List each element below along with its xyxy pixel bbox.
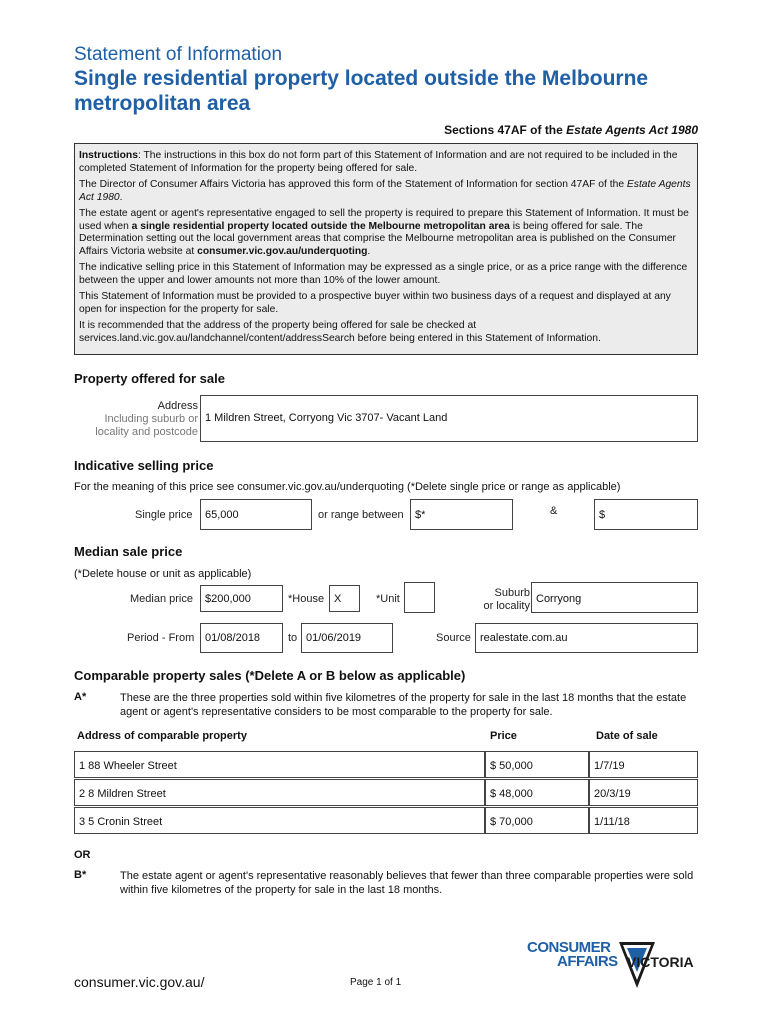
or-label: OR bbox=[74, 849, 91, 861]
consumer-affairs-victoria-logo bbox=[527, 938, 707, 988]
option-a-text: These are the three properties sold within five kilometres of the property for sale in the last 18 months that the estate agent or agent's representative considers to be most comparable to the property for sale. bbox=[120, 692, 687, 718]
unit-field[interactable] bbox=[404, 582, 435, 613]
suburb-label: Suburb or locality bbox=[483, 587, 530, 612]
period-to-label: to bbox=[288, 632, 298, 644]
period-from-field[interactable]: 01/08/2018 bbox=[200, 623, 283, 653]
median-price-label: Median price bbox=[130, 593, 193, 605]
address-label: Address Including suburb or locality and postcode bbox=[95, 400, 198, 438]
range-to-field[interactable]: $ bbox=[594, 499, 698, 530]
unit-label: *Unit bbox=[376, 593, 400, 605]
single-price-field[interactable]: 65,000 bbox=[200, 499, 312, 530]
form-title: Single residential property located outside the Melbourne metropolitan area bbox=[74, 67, 649, 115]
instructions-label: Instructions bbox=[79, 150, 138, 161]
act-name: Estate Agents Act 1980 bbox=[566, 123, 698, 137]
instructions-p2: The Director of Consumer Affairs Victoria has approved this form of the Statement of Information for section 47AF of the Estate Agents Act 1980. bbox=[79, 179, 691, 203]
source-field[interactable]: realestate.com.au bbox=[475, 623, 698, 653]
option-b-label: B* bbox=[74, 869, 87, 881]
address-field[interactable]: 1 Mildren Street, Corryong Vic 3707- Vacant Land bbox=[200, 395, 698, 442]
period-to-field[interactable]: 01/06/2019 bbox=[301, 623, 393, 653]
instructions-p4: The indicative selling price in this Statement of Information may be expressed as a single price, or as a price range with the difference between the upper and lower amounts not more than 10% of the lower amount. bbox=[79, 262, 688, 286]
logo-line3: VICTORIA bbox=[627, 954, 694, 970]
median-heading: Median sale price bbox=[74, 544, 183, 559]
house-label: *House bbox=[288, 593, 325, 605]
page-number: Page 1 of 1 bbox=[350, 977, 402, 988]
act-reference bbox=[444, 123, 698, 137]
option-b-text: The estate agent or agent's representative reasonably believes that fewer than three comparable properties were sold within five kilometres of the property for sale in the last 18 months. bbox=[120, 870, 694, 896]
period-from-label: Period - From bbox=[127, 632, 195, 644]
logo-line2: AFFAIRS bbox=[557, 953, 618, 970]
suburb-field[interactable]: Corryong bbox=[531, 582, 698, 613]
single-price-label: Single price bbox=[135, 509, 193, 521]
range-label: or range between bbox=[318, 509, 404, 521]
range-ampersand: & bbox=[550, 505, 558, 517]
row3-address[interactable]: 3 5 Cronin Street bbox=[74, 807, 485, 834]
house-field[interactable]: X bbox=[329, 585, 360, 612]
property-heading: Property offered for sale bbox=[74, 371, 225, 386]
instructions-p1: Instructions: The instructions in this box do not form part of this Statement of Information and are not required to be included in the completed Statement of Information for the property being offered for sale. bbox=[79, 150, 678, 174]
row1-date[interactable]: 1/7/19 bbox=[589, 751, 698, 778]
instructions-p6: It is recommended that the address of the property being offered for sale be checked at services.land.vic.gov.au/landchannel/content/addressSearch before being entered in this Statement of Information. bbox=[79, 320, 601, 344]
indicative-heading: Indicative selling price bbox=[74, 458, 214, 473]
footer-url[interactable]: consumer.vic.gov.au/ bbox=[74, 974, 205, 990]
col-address-header: Address of comparable property bbox=[77, 730, 247, 742]
form-subtitle: Statement of Information bbox=[74, 44, 283, 65]
row1-address[interactable]: 1 88 Wheeler Street bbox=[74, 751, 485, 778]
row3-price[interactable]: $ 70,000 bbox=[485, 807, 589, 834]
source-label: Source bbox=[436, 632, 471, 644]
median-note: (*Delete house or unit as applicable) bbox=[74, 568, 252, 580]
indicative-note: For the meaning of this price see consumer.vic.gov.au/underquoting (*Delete single price or range as applicable) bbox=[74, 481, 621, 493]
act-prefix: Sections 47AF of the bbox=[444, 123, 567, 137]
row1-price[interactable]: $ 50,000 bbox=[485, 751, 589, 778]
col-price-header: Price bbox=[490, 730, 517, 742]
logo-line1: CONSUMER bbox=[527, 939, 611, 956]
instructions-box bbox=[74, 143, 698, 355]
row2-address[interactable]: 2 8 Mildren Street bbox=[74, 779, 485, 806]
instructions-p5: This Statement of Information must be provided to a prospective buyer within two business days of a request and displayed at any open for inspection for the property for sale. bbox=[79, 291, 671, 315]
range-from-field[interactable]: $* bbox=[410, 499, 513, 530]
row3-date[interactable]: 1/11/18 bbox=[589, 807, 698, 834]
comparable-heading: Comparable property sales (*Delete A or B below as applicable) bbox=[74, 668, 466, 683]
median-price-field[interactable]: $200,000 bbox=[200, 585, 283, 612]
option-a-label: A* bbox=[74, 691, 87, 703]
row2-price[interactable]: $ 48,000 bbox=[485, 779, 589, 806]
col-date-header: Date of sale bbox=[596, 730, 658, 742]
row2-date[interactable]: 20/3/19 bbox=[589, 779, 698, 806]
instructions-p3: The estate agent or agent's representative engaged to sell the property is required to prepare this Statement of Information. It must be used when a single residential property located outside the Melbourne metropolitan area is being offered for sale. The Determination setting out the local government areas that comprise the Melbourne metropolitan area is published on the Consumer Affairs Victoria website at consumer.vic.gov.au/underquoting. bbox=[79, 208, 689, 257]
